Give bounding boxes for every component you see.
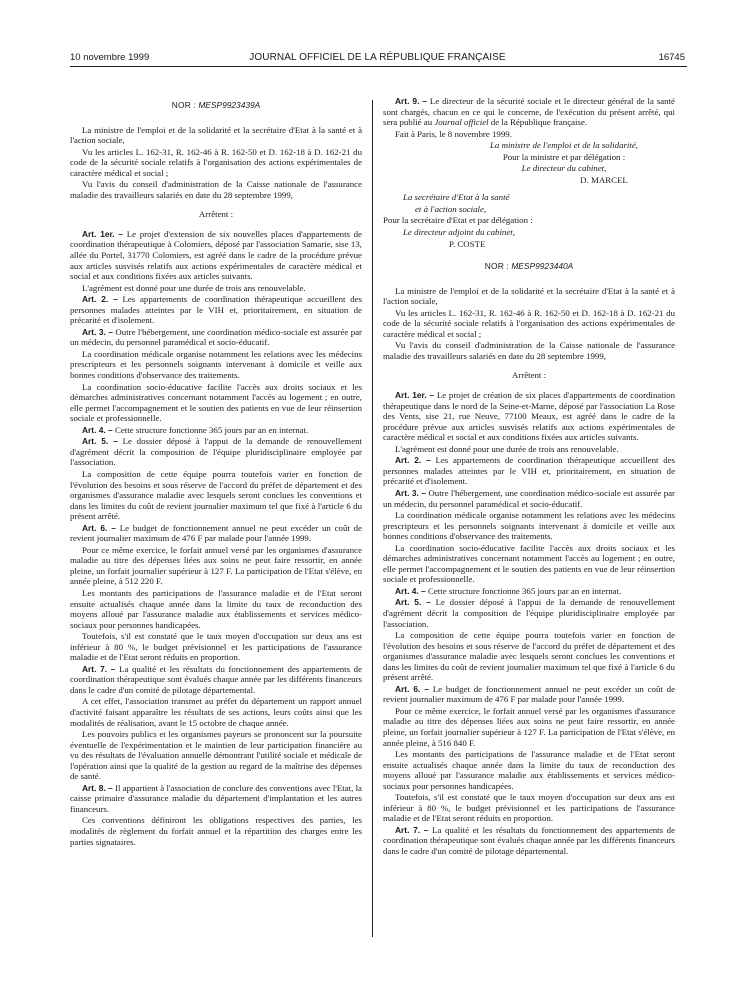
article-label: Art. 9. – [395, 96, 428, 106]
article-text: La qualité et les résultats du fonctionnement des appartements de coordination thérapeutique sont évalués chaque année par les différents financeurs dans le cadre d'un comité de pilotage départemental. [70, 663, 362, 695]
header-page-number: 16745 [658, 52, 685, 63]
article-paragraph [383, 597, 675, 629]
signature-role: La ministre de l'emploi et de la solidarité, [490, 140, 638, 151]
left-column [70, 96, 362, 848]
article-subparagraph: Toutefois, s'il est constaté que le taux moyen d'occupation sur deux ans est inférieur à 80 %, le budget prévisionnel et les participations de l'assurance maladie et de l'Etat seront réduits en proportion. [383, 792, 675, 824]
page-header [70, 52, 685, 66]
article-subparagraph: La composition de cette équipe pourra toutefois varier en fonction de l'évolution des besoins et sous réserve de l'accord du préfet de département et des organismes d'assurance maladie avec lesquels seront conclues les conventions et dans les limites du coût de revient journalier maximum tel que fixé à l'article 6 du présent arrêté. [70, 468, 362, 522]
nor-label: NOR : [171, 100, 196, 110]
arrete-heading: Arrêtent : [511, 370, 547, 381]
preamble-paragraph: La ministre de l'emploi et de la solidarité et la secrétaire d'Etat à la santé et à l'action sociale, [383, 285, 675, 307]
signature-role: La secrétaire d'Etat à la santé [403, 192, 510, 203]
preamble-paragraph: La ministre de l'emploi et de la solidarité et la secrétaire d'Etat à la santé et à l'action sociale, [70, 124, 362, 146]
article-subparagraph: Les montants des participations de l'assurance maladie et de l'Etat seront ensuite actualisés chaque année dans la limite du taux de reconduction des moyens alloué par l'assurance maladie aux établissements et services médico-sociaux pour personnes handicapées. [383, 749, 675, 791]
article-subparagraph: Les pouvoirs publics et les organismes payeurs se prononcent sur la poursuite éventuelle de l'expérimentation et le maintien de leur participation financière au vu des résultats de l'évaluation annuelle démontrant l'utilité sociale et médicale de l'opération ainsi que la qualité de la gestion au regard de la maîtrise des dépenses de santé. [70, 729, 362, 782]
nor-code: MESP9923439A [198, 100, 261, 110]
nor-label: NOR : [484, 261, 509, 272]
article-label: Art. 2. – [82, 294, 118, 305]
article-subparagraph: L'agrément est donné pour une durée de trois ans renouvelable. [82, 282, 306, 293]
article-text: Le dossier déposé à l'appui de la demande de renouvellement d'agrément décrit la composition de l'équipe pluridisciplinaire employée par l'association. [383, 597, 675, 629]
left-articles [70, 229, 362, 847]
article-label: Art. 8. – [82, 782, 113, 793]
nor-reference [383, 261, 675, 272]
header-title: JOURNAL OFFICIEL DE LA RÉPUBLIQUE FRANÇAISE [249, 52, 506, 63]
article-paragraph [383, 390, 675, 443]
preamble-paragraph: Vu les articles L. 162-31, R. 162-46 à R. 162-50 et D. 162-18 à D. 162-21 du code de la sécurité sociale relatifs à l'organisation des actions expérimentales de caractère médical et social ; [70, 146, 362, 178]
article-text: Il appartient à l'association de conclure des conventions avec l'Etat, la caisse primaire d'assurance maladie du département d'implantation et les autres financeurs. [70, 782, 362, 814]
article-subparagraph: Pour ce même exercice, le forfait annuel versé par les organismes d'assurance maladie au titre des dépenses liées aux soins ne peut faire ressortir, en année pleine, un forfait journalier supérieur à 127 F. La participation de l'Etat s'élève, en année pleine, à 512 220 F. [70, 544, 362, 587]
article-paragraph [70, 294, 362, 326]
article-label: Art. 1er. – [395, 390, 435, 401]
article-paragraph [70, 783, 362, 815]
article-text: Outre l'hébergement, une coordination médico-sociale est assurée par un médecin, du personnel paramédical et socio-éducatif. [383, 487, 675, 509]
signature-role: et à l'action sociale, [415, 203, 487, 214]
preamble-paragraph: Vu l'avis du conseil d'administration de la Caisse nationale de l'assurance maladie des travailleurs salariés en date du 28 septembre 1999, [383, 340, 675, 361]
article-subparagraph: L'agrément est donné pour une durée de trois ans renouvelable. [395, 443, 619, 454]
arrete-heading: Arrêtent : [198, 209, 234, 220]
article-paragraph [383, 684, 675, 705]
article-subparagraph: A cet effet, l'association transmet au préfet du département un rapport annuel d'activité faisant apparaître les résultats de ses actions, leurs coûts ainsi que les modalités de réalisation, avant le 15 octobre de chaque année. [70, 696, 362, 728]
article-subparagraph: Ces conventions définiront les obligations respectives des parties, les modalités de règlement du forfait annuel et la répartition des charges entre les parties signataires. [70, 815, 362, 847]
article-subparagraph: La coordination socio-éducative facilite l'accès aux droits sociaux et les démarches administratives concernant notamment l'accès au logement ; en outre, elle permet l'accompagnement et le soutien des patients en vue de leur réinsertion sociale et professionnelle. [383, 542, 675, 585]
article-text: Le budget de fonctionnement annuel ne peut excéder un coût de revient journalier maximum de 476 F par malade pour l'année 1999. [70, 522, 362, 544]
signature-name: D. MARCEL [580, 174, 628, 185]
signature-delegation: Pour la ministre et par délégation : [502, 151, 626, 162]
article-subparagraph: Les montants des participations de l'assurance maladie et de l'Etat seront ensuite actualisés chaque année dans la limite du taux de reconduction des moyens alloué par l'assurance maladie aux établissements et services médico-sociaux pour personnes handicapées. [70, 587, 362, 630]
signature-title: Le directeur adjoint du cabinet, [403, 227, 515, 238]
article-paragraph [70, 327, 362, 348]
article-text: Cette structure fonctionne 365 jours par an en internat. [114, 424, 309, 435]
article-paragraph [70, 229, 362, 282]
header-rule [70, 66, 687, 67]
article-label: Art. 7. – [395, 824, 429, 835]
signature-name: P. COSTE [449, 238, 486, 249]
article-text: Le projet de création de six places d'appartements de coordination thérapeutique dans le nord de la Seine-et-Marne, déposé par l'association La Rose des Vents, sise 21, rue Neuve, 77100 Meaux, est agréé dans le cadre de la procédure prévue aux articles susvisés relatifs aux actions expérimentales de caractère médical et social et aux conditions fixées aux articles suivants. [383, 390, 675, 443]
article-text-end: de la République française. [488, 117, 588, 128]
article-text: La qualité et les résultats du fonctionnement des appartements de coordination thérapeutique sont évalués chaque année par les différents financeurs dans le cadre d'un comité de pilotage départemental. [383, 824, 675, 856]
right-column [383, 96, 675, 858]
article-paragraph [383, 825, 675, 857]
article-text: Le projet d'extension de six nouvelles places d'appartements de coordination thérapeutique à Colomiers, déposé par l'association Samarie, sise 13, allée du Portel, 31770 Colomiers, est agréé dans le cadre de la procédure prévue aux articles susvisés relatifs aux actions expérimentales de caractère médical et social et aux conditions fixées aux articles suivants. [70, 228, 362, 282]
article-paragraph [383, 455, 675, 487]
article-label: Art. 5. – [82, 436, 118, 447]
article-label: Art. 5. – [395, 597, 431, 608]
column-divider [372, 100, 373, 937]
preamble-paragraph: Vu l'avis du conseil d'administration de la Caisse nationale de l'assurance maladie des travailleurs salariés en date du 28 septembre 1999, [70, 179, 362, 200]
article-label: Art. 3. – [82, 326, 114, 337]
preamble-paragraph: Vu les articles L. 162-31, R. 162-46 à R. 162-50 et D. 162-18 à D. 162-21 du code de la sécurité sociale relatifs à l'organisation des actions expérimentales de caractère médical et social ; [383, 307, 675, 339]
article-subparagraph: La composition de cette équipe pourra toutefois varier en fonction de l'évolution des besoins et sous réserve de l'accord du préfet de département et des organismes d'assurance maladie avec lesquels seront conclues les conventions et dans les limites du coût de revient journalier maximum tel que fixé à l'article 6 du présent arrêté. [383, 630, 675, 683]
nor-code: MESP9923440A [511, 261, 574, 272]
article-text: Les appartements de coordination thérapeutique accueillent des personnes malades atteintes par le VIH et, prioritairement, en situation de précarité et d'isolement. [383, 455, 675, 487]
article-paragraph [383, 586, 675, 597]
article-paragraph [70, 664, 362, 696]
right-articles [383, 390, 675, 857]
article-label: Art. 6. – [82, 522, 116, 533]
article-paragraph [70, 523, 362, 544]
article-label: Art. 7. – [82, 663, 116, 674]
fait-a-paris: Fait à Paris, le 8 novembre 1999. [395, 128, 512, 139]
header-date: 10 novembre 1999 [70, 52, 150, 63]
nor-reference [70, 100, 362, 111]
article-subparagraph: Toutefois, s'il est constaté que le taux moyen d'occupation sur deux ans est inférieur à 80 %, le budget prévisionnel et les participations de l'assurance maladie et de l'Etat seront réduits en proportion. [70, 631, 362, 663]
article-label: Art. 6. – [395, 683, 429, 694]
article-subparagraph: La coordination socio-éducative facilite l'accès aux droits sociaux et les démarches administratives concernant notamment l'accès au logement ; en outre, elle permet l'accompagnement et le soutien des patients en vue de leur réinsertion sociale et professionnelle. [70, 381, 362, 424]
signature-delegation: Pour la secrétaire d'Etat et par délégation : [383, 215, 533, 226]
article-text: Le dossier déposé à l'appui de la demande de renouvellement d'agrément décrit la composition de l'équipe pluridisciplinaire employée par l'association. [70, 436, 362, 468]
article-paragraph [383, 488, 675, 509]
article-label: Art. 4. – [395, 585, 426, 596]
article-subparagraph: Pour ce même exercice, le forfait annuel versé par les organismes d'assurance maladie au titre des dépenses liées aux soins ne peut faire ressortir, en année pleine, un forfait journalier supérieur à 127 F. La participation de l'Etat s'élève, en année pleine, à 516 840 F. [383, 705, 675, 748]
article-label: Art. 3. – [395, 487, 427, 498]
article-text: Outre l'hébergement, une coordination médico-sociale est assurée par un médecin, du personnel paramédical et socio-éducatif. [70, 326, 362, 348]
article-label: Art. 2. – [395, 455, 431, 466]
article-subparagraph: La coordination médicale organise notamment les relations avec les médecins prescripteurs et les personnels soignants intervenant à domicile et veille aux bonnes conditions d'observance des traitements. [383, 510, 675, 542]
signature-title: Le directeur du cabinet, [521, 163, 607, 174]
article-paragraph [70, 436, 362, 468]
article-9 [383, 96, 675, 128]
journal-officiel-italic: Journal officiel [434, 117, 489, 128]
article-paragraph [70, 425, 362, 436]
article-label: Art. 4. – [82, 424, 113, 435]
article-label: Art. 1er. – [82, 228, 124, 239]
article-text: Cette structure fonctionne 365 jours par an en internat. [427, 585, 622, 596]
article-text: Les appartements de coordination thérapeutique accueillent des personnes malades atteintes par le VIH et, prioritairement, en situation de précarité et d'isolement. [70, 294, 362, 326]
article-text: Le directeur de la sécurité sociale et le directeur général de la santé sont chargés, chacun en ce qui le concerne, de l'exécution du présent arrêté, qui sera publié au [383, 96, 675, 128]
article-subparagraph: La coordination médicale organise notamment les relations avec les médecins prescripteurs et les personnels soignants intervenant à domicile et veille aux bonnes conditions d'observance des traitements. [70, 348, 362, 381]
article-text: Le budget de fonctionnement annuel ne peut excéder un coût de revient journalier maximum de 476 F par malade pour l'année 1999. [383, 683, 675, 705]
